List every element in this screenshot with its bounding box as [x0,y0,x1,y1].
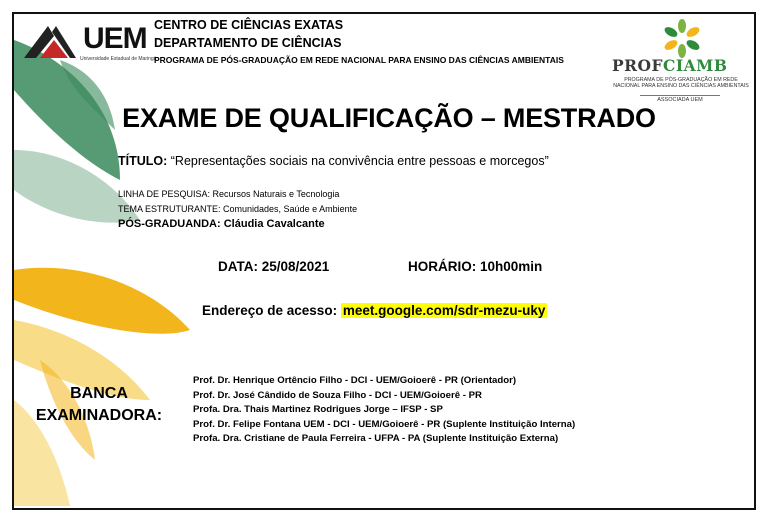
access-label: Endereço de acesso: [202,303,341,318]
titulo-line: TÍTULO: “Representações sociais na convivência entre pessoas e morcegos” [118,154,549,168]
header-line-3: PROGRAMA DE PÓS-GRADUAÇÃO EM REDE NACIONAL PARA ENSINO DAS CIÊNCIAS AMBIENTAIS [154,55,564,65]
header-line-1: CENTRO DE CIÊNCIAS EXATAS [154,18,344,32]
profciamb-logo [610,18,752,103]
banca-heading: BANCA EXAMINADORA: [35,385,163,424]
committee-member: Prof. Dr. José Cândido de Souza Filho - DCI - UEM/Goioerê - PR [193,389,482,401]
profciamb-subtitle: PROGRAMA DE PÓS-GRADUAÇÃO EM REDE NACIONAL PARA ENSINO DAS CIÊNCIAS AMBIENTAIS [613,77,749,89]
uem-emblem-icon [20,22,80,62]
uem-logo [20,20,157,66]
page-title: EXAME DE QUALIFICAÇÃO – MESTRADO [122,103,656,133]
uem-subtitle: Universidade Estadual de Maringá [80,56,157,62]
profciamb-leaf-icon [652,18,712,58]
committee-member: Prof. Dr. Henrique Ortêncio Filho - DCI - UEM/Goioerê - PR (Orientador) [193,375,517,386]
access-address [202,303,547,318]
committee-member: Profa. Dra. Cristiane de Paula Ferreira - UFPA - PA (Suplente Instituição Externa) [193,433,559,445]
profciamb-associada: ASSOCIADA UEM [640,95,720,103]
header-line-2: DEPARTAMENTO DE CIÊNCIAS [154,36,342,50]
uem-wordmark: UEM [83,22,147,55]
linha-pesquisa: LINHA DE PESQUISA: Recursos Naturais e Tecnologia [118,189,340,199]
exam-time: HORÁRIO: 10h00min [408,259,543,274]
committee-member: Prof. Dr. Felipe Fontana UEM - DCI - UEM/Goioerê - PR (Suplente Instituição Interna) [193,418,576,430]
meet-link[interactable]: meet.google.com/sdr-mezu-uky [342,303,546,318]
tema-estruturante: TEMA ESTRUTURANTE: Comunidades, Saúde e Ambiente [118,204,358,214]
pos-graduanda: PÓS-GRADUANDA: Cláudia Cavalcante [118,218,325,230]
profciamb-wordmark: PROFCIAMB [612,56,728,75]
exam-date: DATA: 25/08/2021 [218,259,330,274]
committee-member: Profa. Dra. Thais Martinez Rodrigues Jorge – IFSP - SP [193,404,443,416]
committee-list [193,374,575,447]
